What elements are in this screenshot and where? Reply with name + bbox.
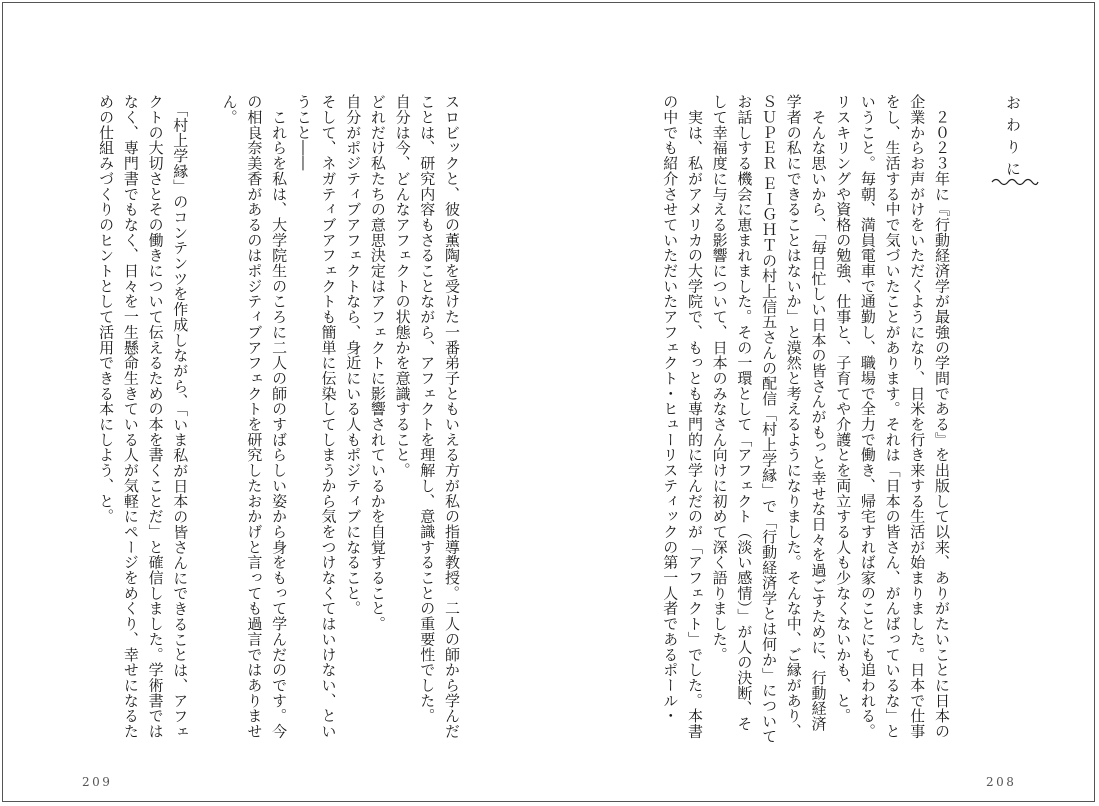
paragraph: ２０２３年に『行動経済学が最強の学問である』を出版して以来、ありがたいことに日本の企業からお声がけをいただくようになり、日米を行き来する生活が始まりました。日本で仕事をし、生活する中で気づいたことがあります。それは「日本の皆さん、がんばっているな」ということ。毎朝、満員電車で通勤し、職場で全力で働き、帰宅すれば家のことにも追われる。リスキリングや資格の勉強、仕事と、子育てや介護とを両立する人も少なくないかも、と。 <box>834 94 951 739</box>
paragraph: これらを私は、大学院生のころに二人の師のすばらしい姿から身をもって学んだのです。今の相良奈美香があるのはポジティブアフェクトを研究したおかげと言っても過言ではありません。 <box>220 94 289 739</box>
paragraph: どれだけ私たちの意思決定はアフェクトに影響されているかを自覚すること。 <box>368 94 387 632</box>
wave-ornament-icon <box>990 170 1040 190</box>
paragraph: スロビックと、彼の薫陶を受けた一番弟子ともいえる方が私の指導教授。二人の師から学んだことは、研究内容もさることながら、アフェクトを理解し、意識することの重要性でした。 <box>418 94 461 739</box>
right-page-text <box>632 94 954 744</box>
chapter-heading: おわりに <box>1004 95 1022 183</box>
page-number-left: 209 <box>82 775 113 789</box>
paragraph: 「村上学縁」のコンテンツを作成しながら、「いま私が日本の皆さんにできることは、アフェクトの大切さとその働きについて伝えるための本を書くことだ」と確信しました。学術書ではなく、専門書でもなく、日々を一生懸命生きている人が気軽にページをめくり、幸せになるための仕組みづくりのヒントとして活用できる本にしよう、と。 <box>97 94 190 740</box>
paragraph: 自分がポジティブアフェクトなら、身近にいる人もポジティブになること。 <box>344 94 363 616</box>
page-number-right: 208 <box>986 775 1017 789</box>
paragraph: そんな思いから、「毎日忙しい日本の皆さんがもっと幸せな日々を過ごすために、行動経済学者の私にできることはないか」と漠然と考えるようになりました。そんな中、ご縁があり、ＳＵＰＥＲ ＥＩＧＨＴの村上信五さんの配信「村上学縁」で「行動経済学とは何か」についてお話しする機会に恵まれました。その一環として「アフェクト（淡い感情）」が人の決断、そして幸福度に与える影響について、日本のみなさん向けに初めて深く語りました。 <box>710 94 828 744</box>
paragraph: 自分は今、どんなアフェクトの状態かを意識すること。 <box>393 94 412 478</box>
paragraph: 実は、私がアメリカの大学院で、もっとも専門的に学んだのが「アフェクト」でした。本書の中でも紹介させていただいたアフェクト・ヒューリスティックの第一人者であるポール・ <box>661 94 704 739</box>
left-page-text <box>64 94 464 744</box>
paragraph: そして、ネガティブアフェクトも簡単に伝染してしまうから気をつけなくてはいけない、ということ―― <box>294 94 338 739</box>
